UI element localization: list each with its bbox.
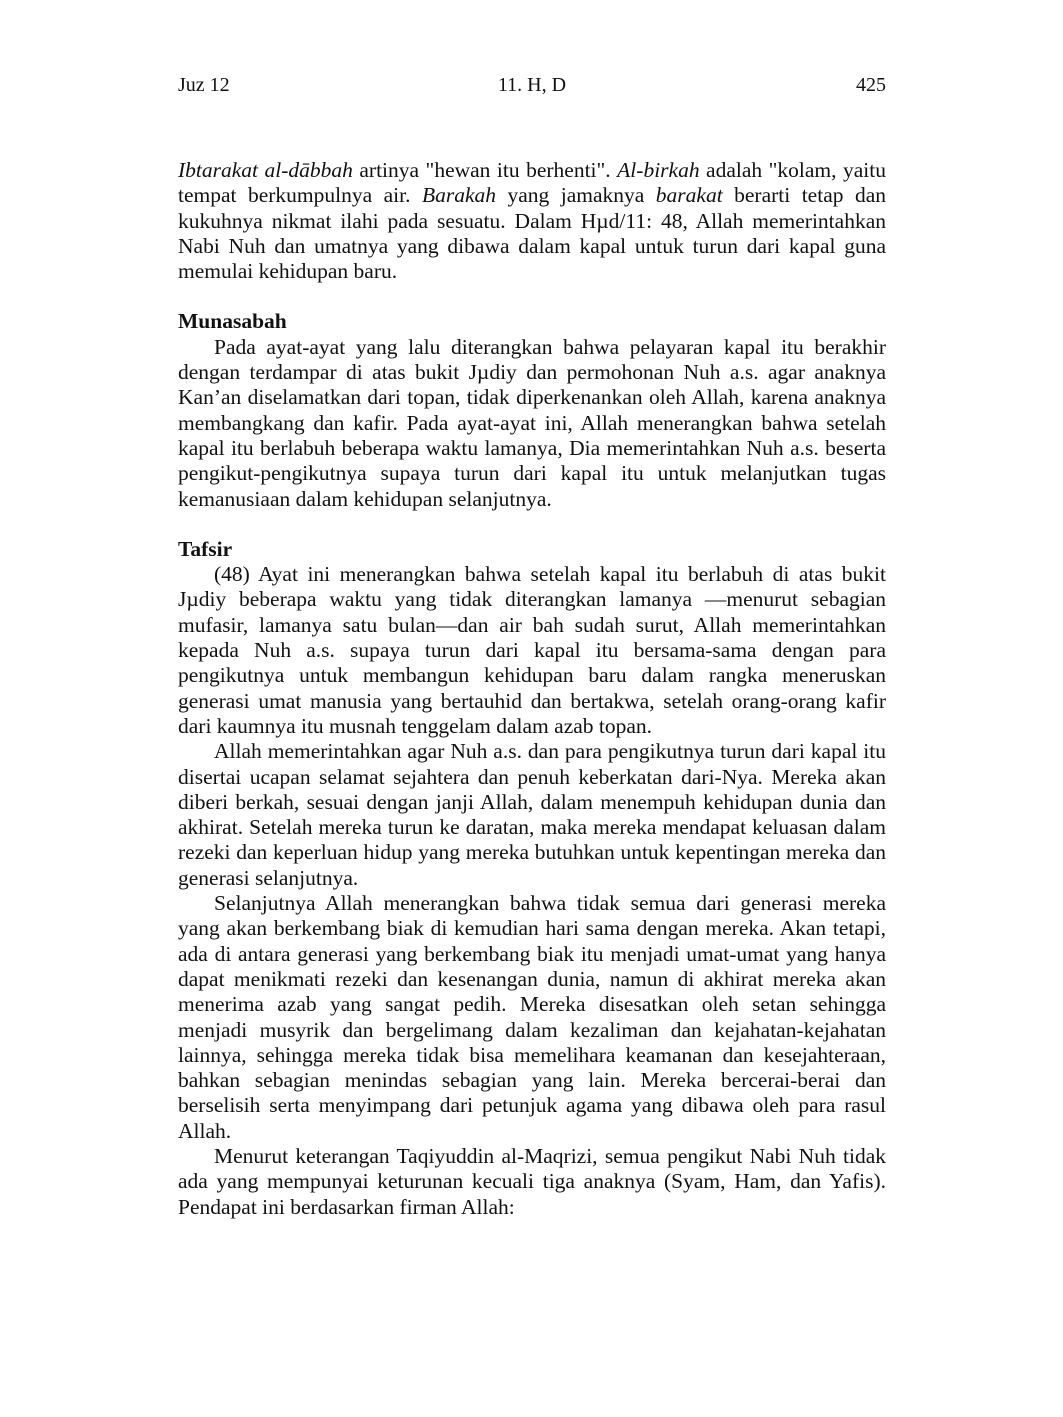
intro-term-1: Ibtarakat al-dābbah [178,158,353,182]
intro-term-2: Al-birkah [617,158,700,182]
tafsir-paragraph-1: (48) Ayat ini menerangkan bahwa setelah kapal itu berlabuh di atas bukit Jµdiy beberapa waktu yang tidak diterangkan lamanya —menurut sebagian mufasir, lamanya satu bulan—dan air bah sudah surut, Allah memerintahkan kepada Nuh a.s. supaya turun dari kapal itu bersama-sama dengan para pengikutnya untuk membangun kehidupan baru dalam rangka meneruskan generasi umat manusia yang bertauhid dan bertakwa, setelah orang-orang kafir dari kaumnya itu musnah tenggelam dalam azab topan. [178,562,886,738]
body-text [178,158,886,1220]
intro-text-2: adalah "kolam, yaitu tempat berkumpulnya air. [178,158,887,208]
tafsir-paragraph-2: Allah memerintahkan agar Nuh a.s. dan para pengikutnya turun dari kapal itu disertai ucapan selamat sejahtera dan penuh keberkatan dari-Nya. Mereka akan diberi berkah, sesuai dengan janji Allah, dalam menempuh kehidupan dunia dan akhirat. Setelah mereka turun ke daratan, maka mereka mendapat keluasan dalam rezeki dan keperluan hidup yang mereka butuhkan untuk kepentingan mereka dan generasi selanjutnya. [178,739,886,890]
tafsir-paragraph-4: Menurut keterangan Taqiyuddin al-Maqrizi, semua pengikut Nabi Nuh tidak ada yang mempunyai keturunan kecuali tiga anaknya (Syam, Ham, dan Yafis). Pendapat ini berdasarkan firman Allah: [178,1143,886,1219]
munasabah-heading: Munasabah [178,309,287,334]
intro-text-4: berarti tetap dan kukuhnya nikmat ilahi pada sesuatu. Dalam Hµd/11: 48, Allah memerintahkan Nabi Nuh dan umatnya yang dibawa dalam kapal untuk turun dari kapal guna memulai kehidupan baru. [178,183,886,284]
intro-text-1: artinya "hewan itu berhenti". [352,158,618,182]
header-juz: Juz 12 [178,74,230,96]
munasabah-paragraph: Pada ayat-ayat yang lalu diterangkan bahwa pelayaran kapal itu berakhir dengan terdampar di atas bukit Jµdiy dan permohonan Nuh a.s. agar anaknya Kan’an diselamatkan dari topan, tidak diperkenankan oleh Allah, karena anaknya membangkang dan kafir. Pada ayat-ayat ini, Allah menerangkan bahwa setelah kapal itu berlabuh beberapa waktu lamanya, Dia memerintahkan Nuh a.s. beserta pengikut-pengikutnya supaya turun dari kapal itu untuk melanjutkan tugas kemanusiaan dalam kehidupan selanjutnya. [178,334,886,511]
page-number: 425 [856,74,886,96]
tafsir-paragraph-3: Selanjutnya Allah menerangkan bahwa tidak semua dari generasi mereka yang akan berkembang biak di kemudian hari sama dengan mereka. Akan tetapi, ada di antara generasi yang berkembang biak itu menjadi umat-umat yang hanya dapat menikmati rezeki dan kesenangan dunia, namun di akhirat mereka akan menerima azab yang sangat pedih. Mereka disesatkan oleh setan sehingga menjadi musyrik dan bergelimang dalam kezaliman dan kejahatan-kejahatan lainnya, sehingga mereka tidak bisa memelihara keamanan dan kesejahteraan, bahkan sebagian menindas sebagian yang lain. Mereka bercerai-berai dan berselisih serta menyimpang dari petunjuk agama yang dibawa oleh para rasul Allah. [178,891,886,1143]
running-header [178,74,886,102]
tafsir-heading: Tafsir [178,536,233,561]
intro-term-3: Barakah [421,183,497,208]
intro-text-3: yang jamaknya [496,183,656,208]
intro-paragraph [178,158,886,284]
header-surah: 11. H, D [497,74,567,96]
intro-term-4: barakat [655,183,723,208]
